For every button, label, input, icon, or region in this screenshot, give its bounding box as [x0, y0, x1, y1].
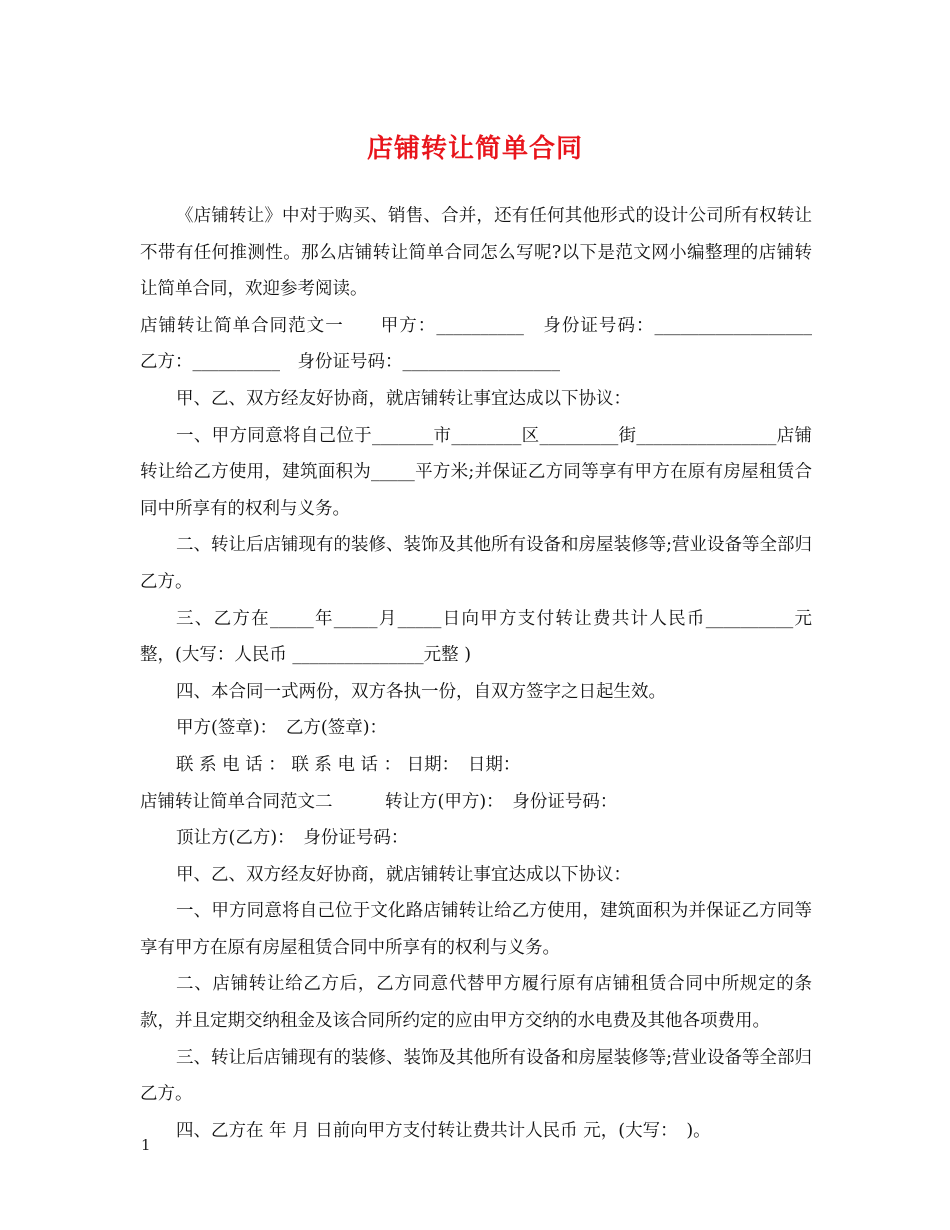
- paragraph: 联 系 电 话 ： 联 系 电 话 ： 日期： 日期：: [176, 754, 521, 775]
- paragraph: 甲、乙、双方经友好协商，就店铺转让事宜达成以下协议：: [176, 388, 631, 409]
- paragraph: 三、乙方在_____年_____月_____日向甲方支付转让费共计人民币__________元整，(大写：人民币 _______________元整 ): [140, 608, 812, 666]
- paragraph: 店铺转让简单合同范文一 甲方：__________ 身份证号码：__________________ 乙方：__________ 身份证号码：__________________: [140, 315, 830, 373]
- paragraph: 《店铺转让》中对于购买、销售、合并，还有任何其他形式的设计公司所有权转让不带有任何推测性。那么店铺转让简单合同怎么写呢?以下是范文网小编整理的店铺转让简单合同，欢迎参考阅读。: [140, 206, 812, 300]
- paragraph: 一、甲方同意将自己位于文化路店铺转让给乙方使用，建筑面积为并保证乙方同等享有甲方在原有房屋租赁合同中所享有的权利与义务。: [140, 901, 812, 958]
- paragraph: 四、乙方在 年 月 日前向甲方支付转让费共计人民币 元，(大写： )。: [176, 1120, 711, 1141]
- paragraph: 甲、乙、双方经友好协商，就店铺转让事宜达成以下协议：: [176, 864, 631, 885]
- document-title: 店铺转让简单合同: [366, 134, 583, 164]
- paragraph: 甲方(签章)： 乙方(签章)：: [176, 718, 388, 739]
- page-number: 1: [141, 1136, 151, 1154]
- paragraph: 三、转让后店铺现有的装修、装饰及其他所有设备和房屋装修等;营业设备等全部归乙方。: [140, 1047, 812, 1105]
- paragraph: 顶让方(乙方)： 身份证号码：: [176, 828, 409, 849]
- paragraph: 四、本合同一式两份，双方各执一份，自双方签字之日起生效。: [176, 681, 666, 702]
- paragraph: 二、店铺转让给乙方后，乙方同意代替甲方履行原有店铺租赁合同中所规定的条款，并且定期交纳租金及该合同所约定的应由甲方交纳的水电费及其他各项费用。: [140, 974, 812, 1032]
- paragraph: 店铺转让简单合同范文二 转让方(甲方)： 身份证号码：: [140, 791, 618, 812]
- paragraph: 一、甲方同意将自己位于_______市________区_________街________________店铺转让给乙方使用，建筑面积为_____平方米;并保证乙方同等享有甲方在原有房屋租赁合同中所享有的权利与义务。: [140, 425, 812, 519]
- document-body: [140, 198, 830, 1149]
- paragraph: 二、转让后店铺现有的装修、装饰及其他所有设备和房屋装修等;营业设备等全部归乙方。: [140, 535, 812, 592]
